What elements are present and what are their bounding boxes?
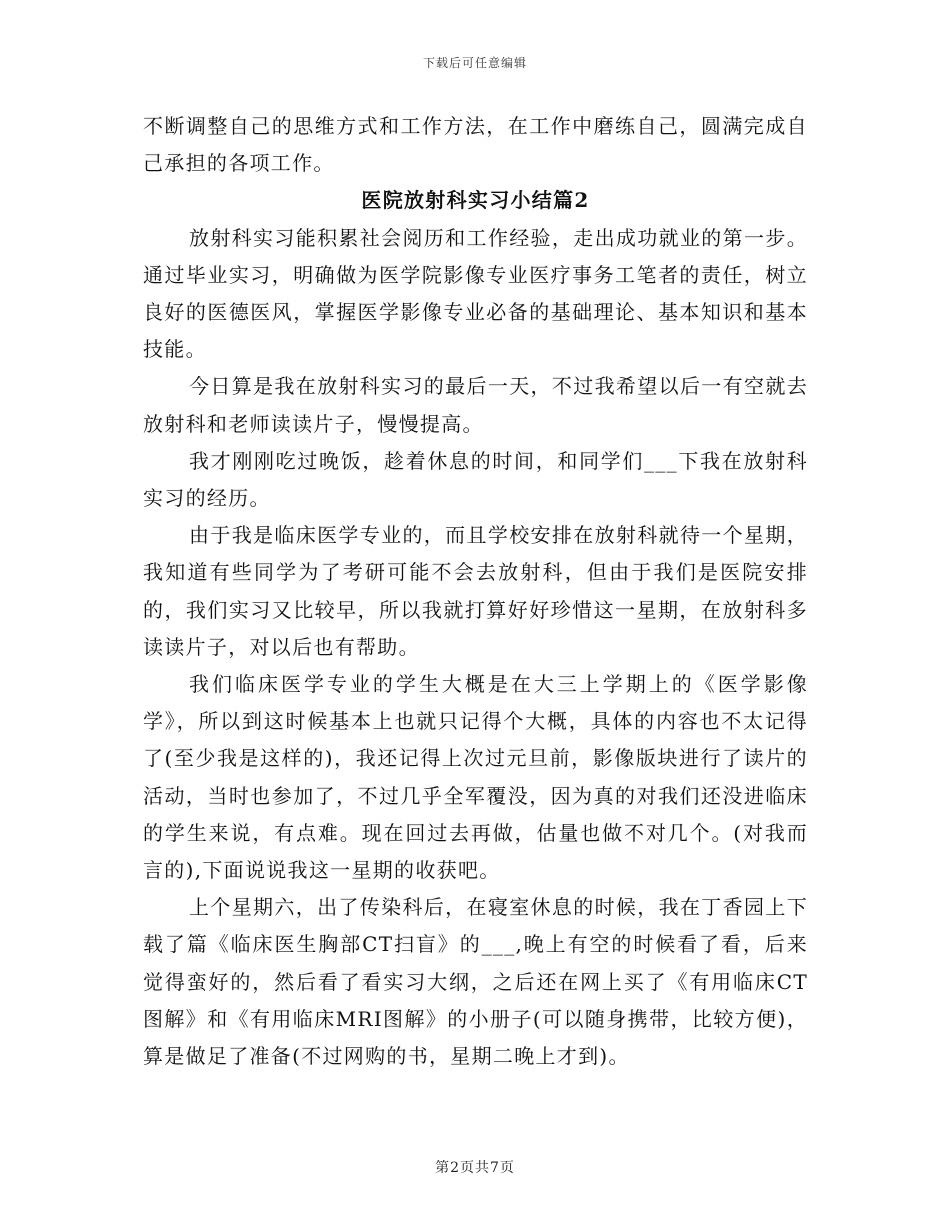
section-title: 医院放射科实习小结篇2 — [361, 188, 590, 213]
paragraph-6: 上个星期六，出了传染科后，在寝室休息的时候，我在丁香园上下载了篇《临床医生胸部CT扫盲》的___,晚上有空的时候看了看，后来觉得蛮好的，然后看了看实习大纲，之后还在网上买了《有用临床CT图解》和《有用临床MRI图解》的小册子(可以随身携带，比较方便)，算是做足了准备(不过网购的书，星期二晚上才到)。 — [143, 895, 808, 1069]
paragraph-5: 我们临床医学专业的学生大概是在大三上学期上的《医学影像学》，所以到这时候基本上也就只记得个大概，具体的内容也不太记得了(至少我是这样的)，我还记得上次过元旦前，影像版块进行了读片的活动，当时也参加了，不过几乎全军覆没，因为真的对我们还没进临床的学生来说，有点难。现在回过去再做，估量也做不对几个。(对我而言的),下面说说我这一星期的收获吧。 — [143, 672, 808, 883]
document-body — [143, 108, 808, 1075]
paragraph-4: 由于我是临床医学专业的，而且学校安排在放射科就待一个星期，我知道有些同学为了考研可能不会去放射科，但由于我们是医院安排的，我们实习又比较早，所以我就打算好好珍惜这一星期，在放射科多读读片子，对以后也有帮助。 — [143, 523, 808, 659]
paragraph-continuation: 不断调整自己的思维方式和工作方法，在工作中磨练自己，圆满完成自己承担的各项工作。 — [143, 114, 808, 176]
paragraph-1: 放射科实习能积累社会阅历和工作经验，走出成功就业的第一步。通过毕业实习，明确做为医学院影像专业医疗事务工笔者的责任，树立良好的医德医风，掌握医学影像专业必备的基础理论、基本知识和基本技能。 — [143, 225, 808, 362]
page-header-note: 下载后可任意编辑 — [422, 56, 527, 70]
page-number-footer: 第2页共7页 — [435, 1160, 515, 1176]
paragraph-3: 我才刚刚吃过晚饭，趁着休息的时间，和同学们___下我在放射科实习的经历。 — [143, 448, 808, 511]
paragraph-2: 今日算是我在放射科实习的最后一天，不过我希望以后一有空就去放射科和老师读读片子，慢慢提高。 — [143, 374, 808, 436]
